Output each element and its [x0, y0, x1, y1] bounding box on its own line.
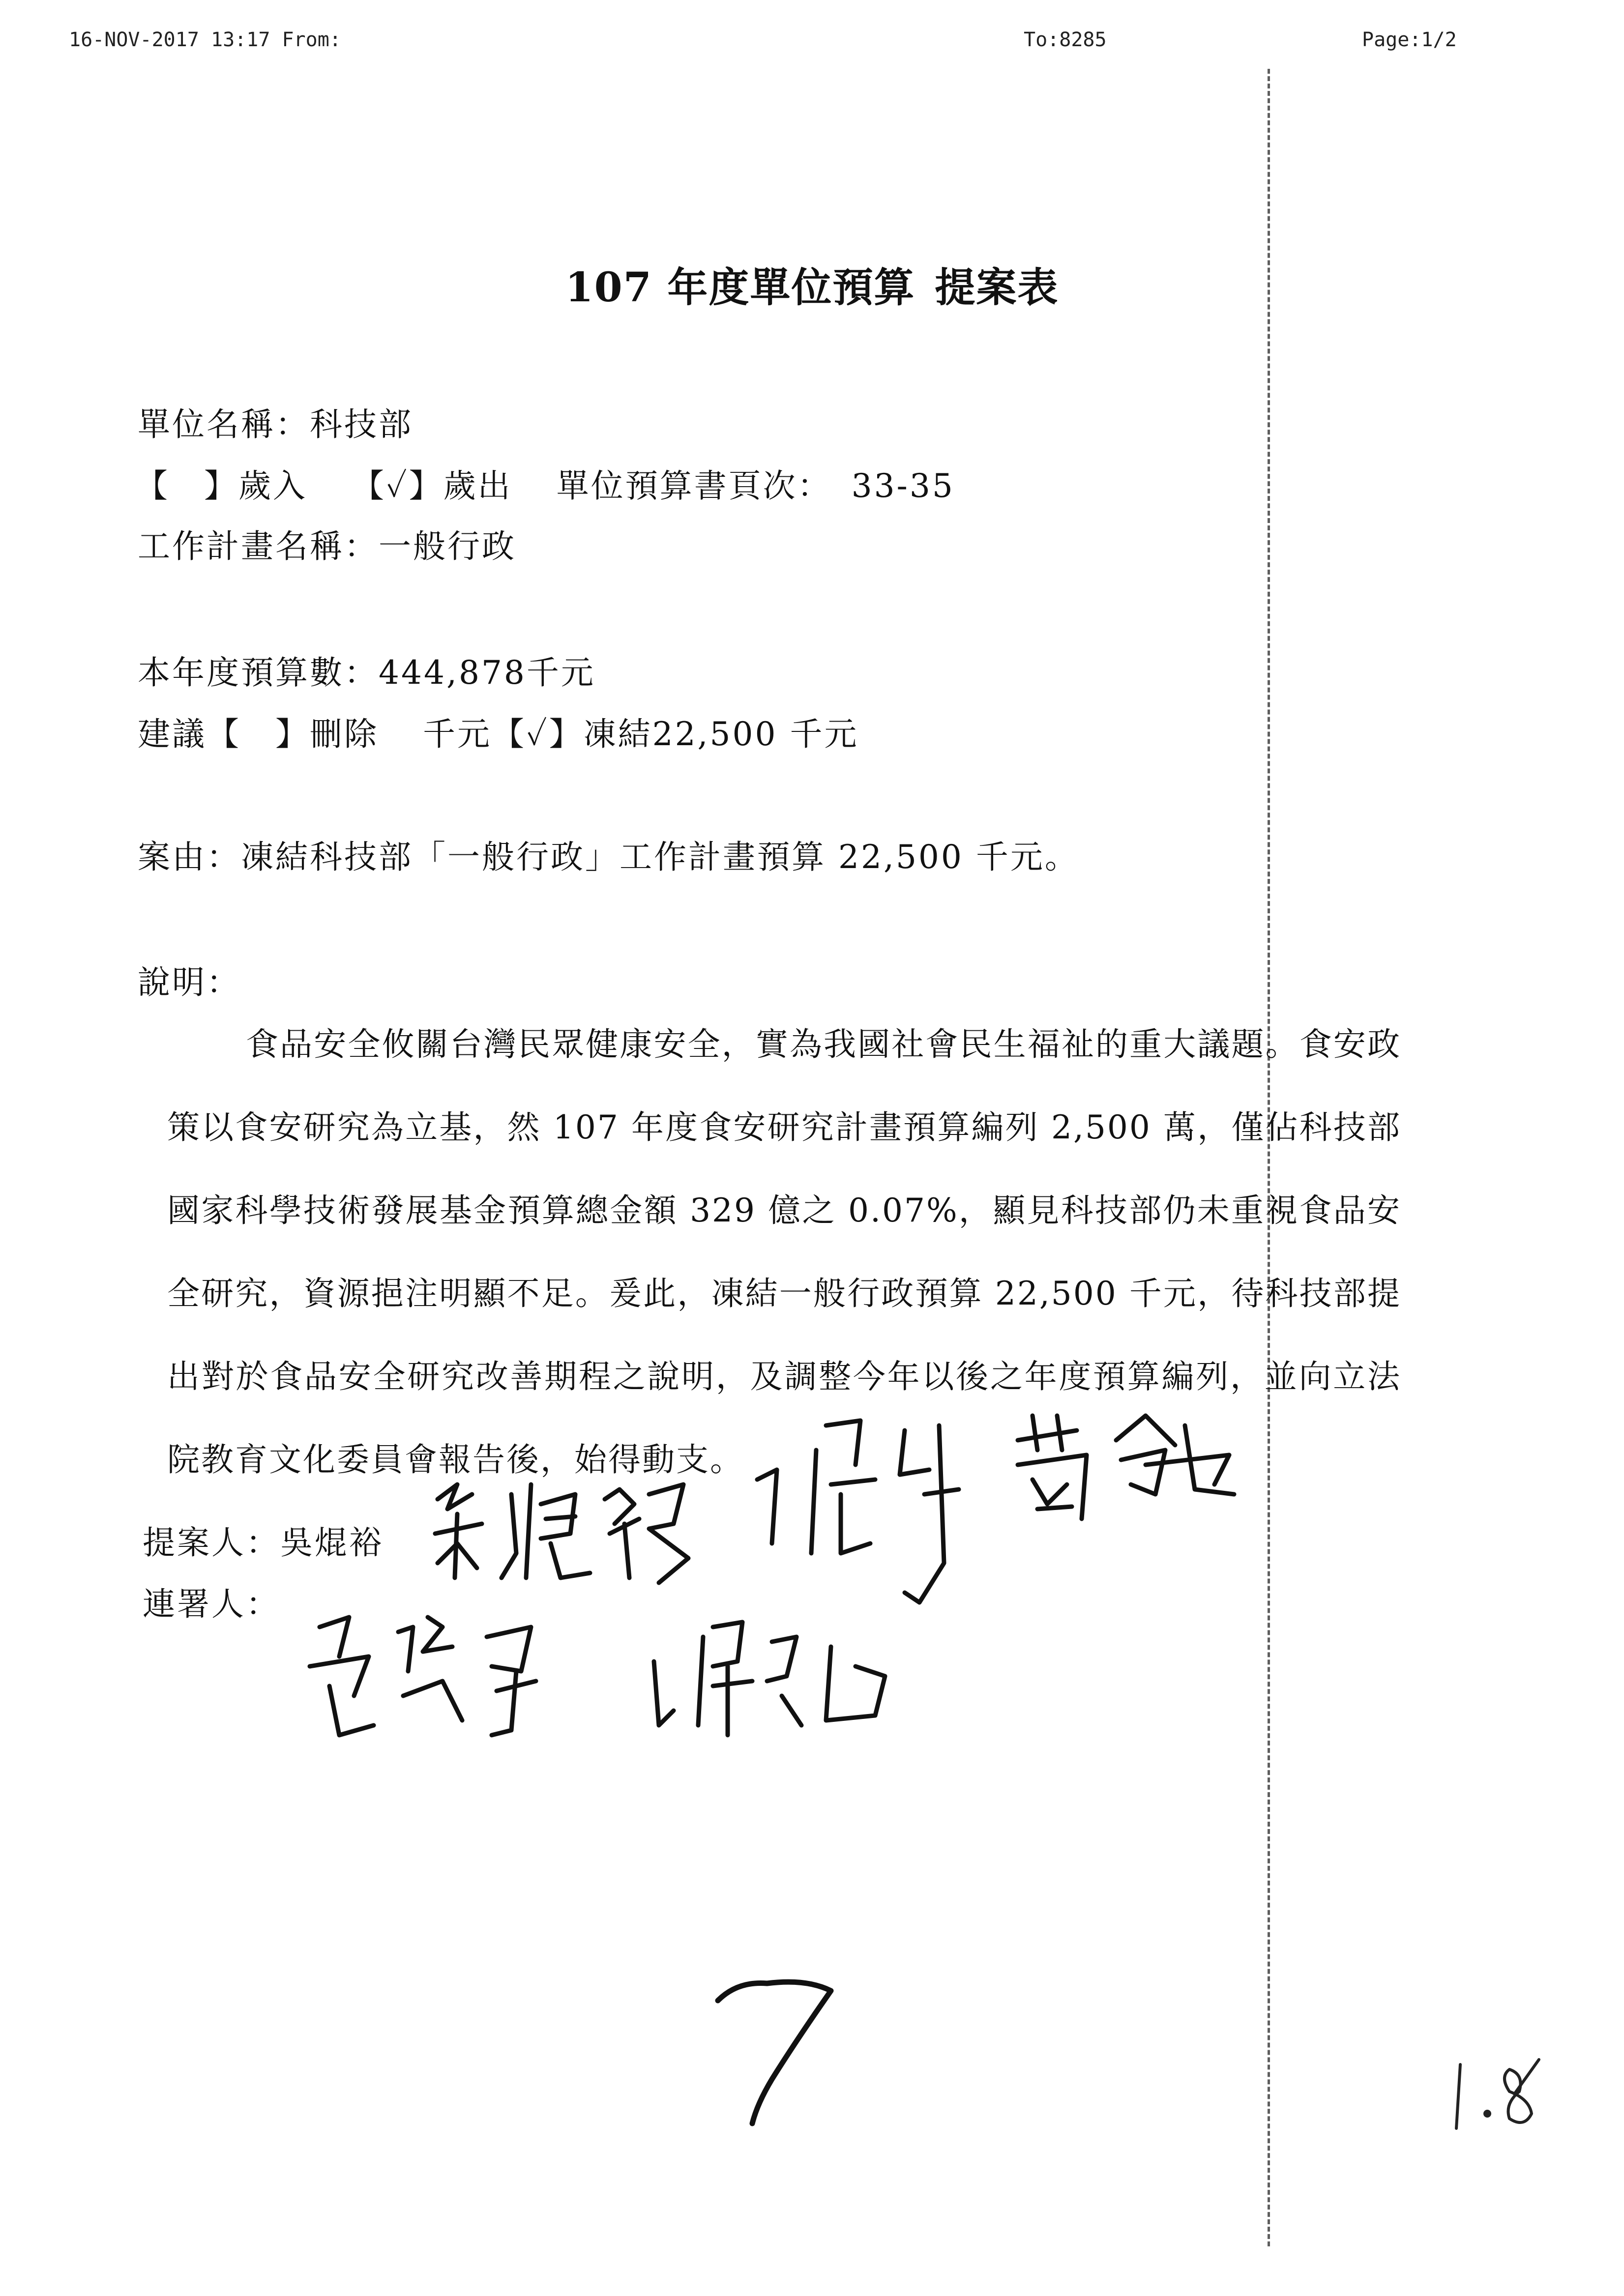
title-sub: 提案表	[935, 264, 1059, 311]
fax-header	[0, 29, 1624, 68]
budget-value: 444,878千元	[379, 654, 595, 692]
explain-paragraph: 食品安全攸關台灣民眾健康安全，實為我國社會民生福祉的重大議題。食安政策以食安研究為立基，然 107 年度食安研究計畫預算編列 2,500 萬，僅佔科技部國家科學技術發展基金預算總金額 329 億之 0.07%，顯見科技部仍未重視食品安全研究，資源挹注明顯不足。爰此，凍結一般行政預算 22,500 千元，待科技部提出對於食品安全研究改善期程之說明，及調整今年以後之年度預算編列，並向立法院教育文化委員會報告後，始得動支。	[167, 1025, 1401, 1479]
budget-type-row	[135, 460, 955, 506]
explain-label: 說明：	[138, 963, 241, 1001]
proposer-label: 提案人：	[143, 1524, 280, 1562]
handwritten-page-number	[708, 1971, 846, 2133]
explain-heading	[138, 956, 241, 1003]
cosigner-signature-1	[742, 1396, 1264, 1622]
fax-to: To:8285	[1024, 29, 1107, 51]
case-label: 案由：	[138, 838, 241, 876]
case-text: 凍結科技部「一般行政」工作計畫預算 22,500 千元。	[241, 838, 1079, 876]
proposer-row	[143, 1516, 384, 1563]
plan-label: 工作計畫名稱：	[138, 527, 379, 565]
cosigner-signature-2	[300, 1598, 954, 1750]
title-main: 107 年度單位預算	[565, 264, 915, 311]
income-checkbox: 【 】歲入	[135, 467, 307, 505]
fax-page: Page:1/2	[1362, 29, 1457, 51]
cosigner-row	[143, 1578, 280, 1625]
proposer-name: 吳焜裕	[280, 1524, 384, 1562]
proposer-signature	[428, 1465, 703, 1593]
cosigner-label: 連署人：	[143, 1585, 280, 1623]
handwritten-corner-number	[1446, 2055, 1544, 2138]
unit-label: 單位名稱：	[138, 406, 310, 443]
page-ref-label: 單位預算書頁次：	[556, 467, 832, 505]
page-ref-value: 33-35	[851, 467, 955, 505]
suggest-label: 建議	[138, 715, 207, 753]
fax-datetime-from: 16-NOV-2017 13:17 From:	[69, 29, 341, 51]
plan-value: 一般行政	[379, 527, 516, 565]
plan-row	[138, 520, 516, 567]
page-title	[0, 256, 1624, 313]
case-row	[138, 831, 1079, 877]
delete-unit: 千元	[423, 715, 492, 753]
unit-value: 科技部	[310, 406, 413, 443]
budget-label: 本年度預算數：	[138, 654, 379, 692]
freeze-amount: 22,500 千元	[652, 715, 859, 753]
delete-checkbox: 【 】刪除	[207, 715, 379, 753]
budget-row	[138, 646, 595, 693]
suggestion-row	[138, 708, 859, 755]
expense-checkbox: 【✓】歲出	[352, 467, 512, 505]
unit-row	[138, 398, 413, 445]
freeze-checkbox: 【✓】凍結	[492, 715, 652, 753]
